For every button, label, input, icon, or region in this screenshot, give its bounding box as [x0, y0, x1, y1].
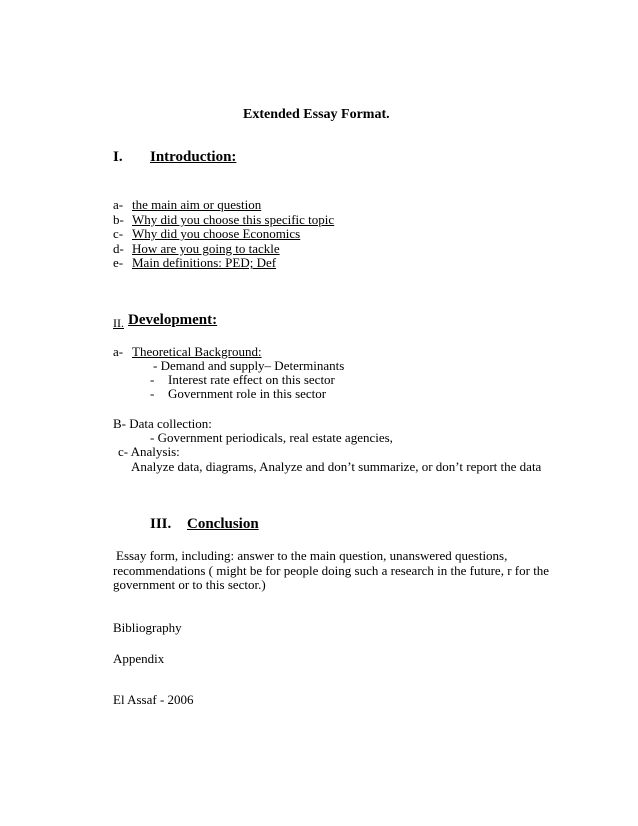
intro-heading: Introduction: — [150, 149, 237, 165]
development-c-sub: Analyze data, diagrams, Analyze and don’t summarize, or don’t report the data — [131, 459, 542, 474]
intro-item-e-marker: e- — [113, 255, 124, 270]
development-sub-interest: Interest rate effect on this sector — [168, 372, 335, 387]
intro-item-c-marker: c- — [113, 226, 124, 241]
intro-item-b: Why did you choose this specific topic — [132, 212, 335, 227]
conclusion-numeral: III. — [150, 516, 172, 532]
intro-item-e: Main definitions: PED; Def — [132, 255, 277, 270]
development-a-marker: a- — [113, 344, 124, 359]
appendix-label: Appendix — [113, 651, 165, 666]
conclusion-line-2: recommendations ( might be for people doing such a research in the future, r for the — [113, 563, 550, 578]
development-sub-government: Government role in this sector — [168, 386, 327, 401]
development-c-text: c- Analysis: — [118, 444, 180, 459]
development-heading: Development: — [128, 312, 218, 328]
intro-item-d: How are you going to tackle — [132, 241, 280, 256]
development-sub-demand: - Demand and supply– Determinants — [153, 358, 345, 373]
dash-marker-1: - — [150, 372, 155, 387]
dash-marker-2: - — [150, 386, 155, 401]
development-numeral: II. — [113, 316, 124, 330]
conclusion-heading: Conclusion — [187, 516, 259, 532]
intro-numeral: I. — [113, 149, 123, 165]
development-b-text: B- Data collection: — [113, 416, 212, 431]
intro-item-a: the main aim or question — [132, 197, 262, 212]
conclusion-line-1: Essay form, including: answer to the main question, unanswered questions, — [116, 548, 508, 563]
bibliography-label: Bibliography — [113, 620, 182, 635]
intro-item-b-marker: b- — [113, 212, 124, 227]
conclusion-line-3: government or to this sector.) — [113, 577, 266, 592]
development-a-text: Theoretical Background: — [132, 344, 262, 359]
intro-item-c: Why did you choose Economics — [132, 226, 301, 241]
footer-author: El Assaf - 2006 — [113, 692, 194, 707]
intro-item-d-marker: d- — [113, 241, 124, 256]
intro-item-a-marker: a- — [113, 197, 124, 212]
development-b-sub: - Government periodicals, real estate agencies, — [150, 430, 393, 445]
document-title: Extended Essay Format. — [243, 107, 390, 122]
